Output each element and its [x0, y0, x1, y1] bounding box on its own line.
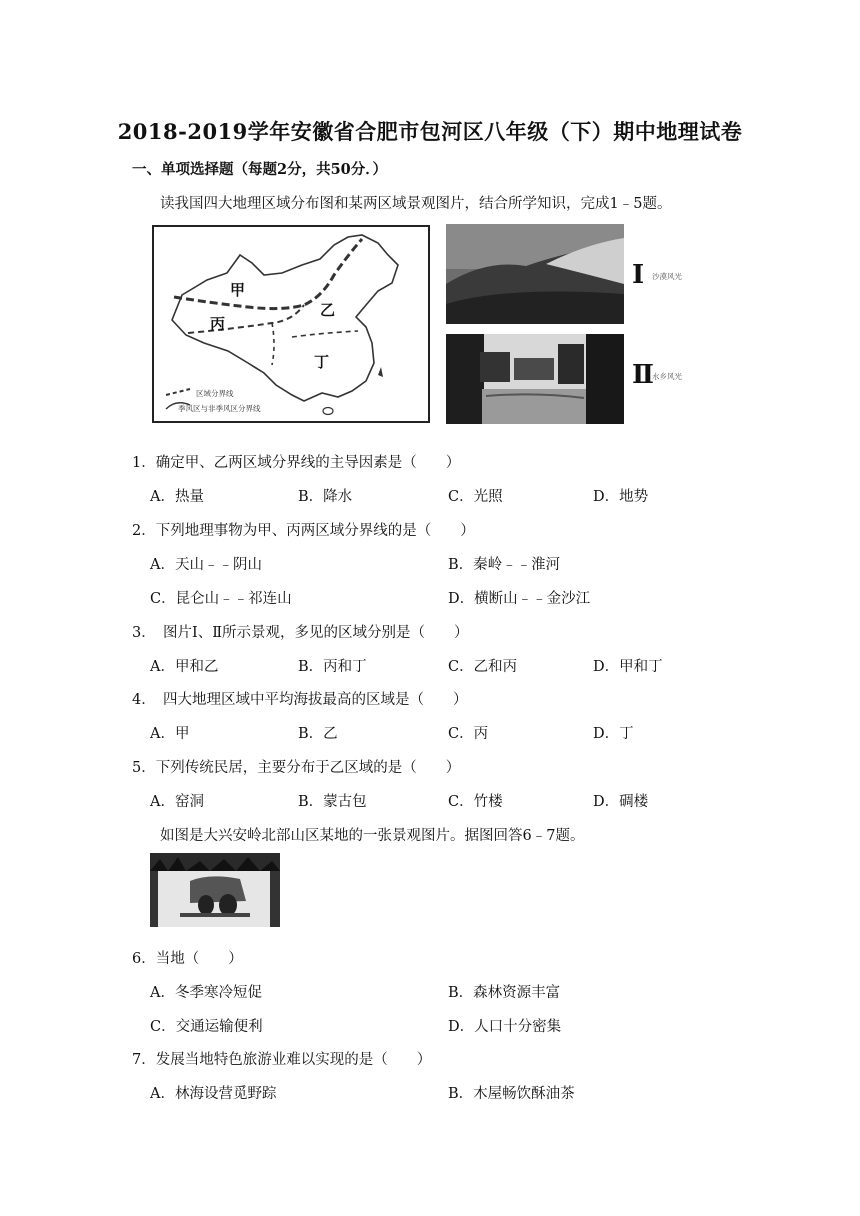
section-heading: 一、单项选择题（每题2分，共50分．） — [132, 161, 388, 178]
map-legend-2: 季风区与非季风区分界线 — [178, 404, 261, 413]
q6-option-c: C．交通运输便利 — [150, 1019, 263, 1035]
map-legend-1: 区域分界线 — [196, 389, 234, 398]
photo-desert — [446, 224, 624, 328]
q2-option-a: A．天山﹣﹣阴山 — [150, 557, 262, 573]
q4-option-c: C．丙 — [448, 726, 489, 742]
map-label-yi: 乙 — [320, 301, 336, 319]
q5-option-d: D．碉楼 — [593, 794, 649, 810]
q2-option-b: B．秦岭﹣﹣淮河 — [448, 557, 561, 573]
map-label-jia: 甲 — [230, 281, 246, 299]
intro-text-2: 如图是大兴安岭北部山区某地的一张景观图片。据图回答6﹣7题。 — [160, 828, 585, 844]
question-6: 6．当地（ ） — [132, 951, 243, 967]
intro-text-1: 读我国四大地理区域分布图和某两区域景观图片，结合所学知识，完成1﹣5题。 — [160, 196, 672, 212]
photo-2-numeral: Ⅱ — [632, 360, 654, 390]
question-5: 5．下列传统民居，主要分布于乙区域的是（ ） — [132, 760, 461, 776]
q5-option-a: A．窑洞 — [150, 794, 204, 810]
q1-option-c: C．光照 — [448, 489, 503, 505]
question-7: 7．发展当地特色旅游业难以实现的是（ ） — [132, 1052, 432, 1068]
q7-option-b: B．木屋畅饮酥油茶 — [448, 1086, 575, 1102]
q3-option-a: A．甲和乙 — [150, 659, 219, 675]
question-3: 3． 图片Ⅰ、Ⅱ所示景观，多见的区域分别是（ ） — [132, 625, 469, 641]
photo-daxinganling — [150, 853, 280, 931]
q3-option-b: B．丙和丁 — [298, 659, 367, 675]
photo-1-numeral: Ⅰ — [632, 260, 645, 290]
q2-option-d: D．横断山﹣﹣金沙江 — [448, 591, 591, 607]
photo-1-caption: 沙漠风光 — [652, 272, 682, 281]
photo-water-town — [446, 334, 624, 428]
q5-option-c: C．竹楼 — [448, 794, 503, 810]
page-title: 2018-2019学年安徽省合肥市包河区八年级（下）期中地理试卷 — [117, 119, 743, 144]
q1-option-b: B．降水 — [298, 489, 353, 505]
q6-option-d: D．人口十分密集 — [448, 1019, 562, 1035]
question-2: 2．下列地理事物为甲、丙两区域分界线的是（ ） — [132, 523, 475, 539]
q7-option-a: A．林海设营觅野踪 — [150, 1086, 277, 1102]
photo-2-caption: 水乡风光 — [652, 372, 682, 381]
map-label-ding: 丁 — [314, 353, 330, 371]
map-label-bing: 丙 — [210, 315, 226, 333]
q3-option-c: C．乙和丙 — [448, 659, 518, 675]
q6-option-a: A．冬季寒冷短促 — [150, 985, 262, 1001]
question-1: 1．确定甲、乙两区域分界线的主导因素是（ ） — [132, 455, 461, 471]
q3-option-d: D．甲和丁 — [593, 659, 663, 675]
q4-option-b: B．乙 — [298, 726, 338, 742]
q4-option-a: A．甲 — [150, 726, 190, 742]
q6-option-b: B．森林资源丰富 — [448, 985, 561, 1001]
q2-option-c: C．昆仑山﹣﹣祁连山 — [150, 591, 292, 607]
q1-option-d: D．地势 — [593, 489, 649, 505]
q5-option-b: B．蒙古包 — [298, 794, 367, 810]
china-regions-map — [152, 225, 430, 427]
question-4: 4． 四大地理区域中平均海拔最高的区域是（ ） — [132, 692, 468, 708]
q1-option-a: A．热量 — [150, 489, 204, 505]
q4-option-d: D．丁 — [593, 726, 634, 742]
